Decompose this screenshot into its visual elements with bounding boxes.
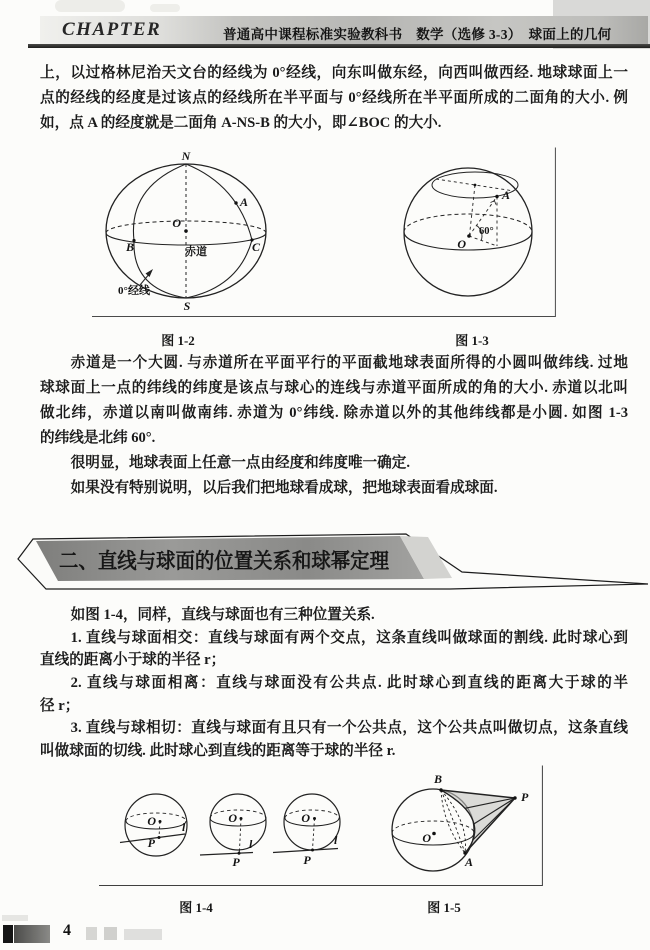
figure-1-5-cone: [392, 788, 517, 871]
fig14-label-p: P: [147, 836, 155, 850]
fig14-label-o: O: [228, 811, 237, 825]
footer-black-block: [3, 925, 13, 943]
fig15-label-a: A: [464, 855, 474, 869]
text-line: 如果没有特别说明，以后我们把地球看成球，把地球表面看成球面.: [70, 480, 498, 496]
scan-smudge: [86, 927, 97, 940]
text-line: 2. 直线与球面相离：直线与球面没有公共点. 此时球心到直线的距离大于球的半: [70, 675, 628, 692]
text-line: 球球面上一点的纬线的纬度是该点与球心的连线与赤道平面所成的角的大小. 赤道以北叫: [40, 380, 628, 396]
fig15-label-p: P: [521, 790, 529, 804]
text-line: 叫做球面的切线. 此时球心到直线的距离等于球的半径 r.: [40, 743, 396, 760]
fig12-label-a: A: [240, 195, 249, 209]
footer-gray-bar: [14, 925, 50, 943]
text-line: 的纬线是北纬 60°.: [40, 430, 156, 446]
fig13-label-angle: 60°: [479, 226, 494, 237]
meridian-right: [186, 164, 252, 298]
fig12-label-c: C: [251, 240, 261, 254]
figure-box-top: [86, 147, 556, 317]
fig12-label-equator: 赤道: [185, 246, 207, 258]
text-line: 径 r；: [40, 697, 80, 714]
fig14-label-l: l: [249, 837, 253, 851]
fig13-label-a: A: [502, 188, 511, 202]
fig12-label-b: B: [125, 240, 135, 254]
text-line: 1. 直线与球面相交：直线与球面有两个交点，这条直线叫做球面的割线. 此时球心到: [70, 629, 628, 646]
fig12-label-meridian: 0°经线: [118, 285, 150, 297]
text-line: 直线的距离小于球的半径 r；: [40, 652, 226, 669]
text-line: 做北纬，赤道以南叫做南纬. 赤道为 0°纬线. 除赤道以外的其他纬线都是小圆. 如图 1-3: [40, 405, 628, 421]
text-line: 3. 直线与球相切：直线与球面有且只有一个公共点，这个公共点叫做切点，这条直线: [70, 720, 628, 737]
arrowhead: [146, 269, 154, 277]
fig12-label-o: O: [172, 216, 181, 230]
scan-smudge: [104, 927, 117, 940]
sphere-outline: [404, 168, 532, 296]
header-rule: [28, 44, 650, 48]
fig14-label-p: P: [303, 853, 311, 867]
point-dots: [132, 201, 253, 242]
fig13-label-o: O: [457, 237, 466, 251]
paragraph-line-sphere: [40, 604, 628, 763]
figure-caption: 图 1-5: [427, 900, 461, 915]
text-line: 如图 1-4，同样，直线与球面也有三种位置关系.: [70, 607, 375, 623]
fig15-label-b: B: [433, 772, 443, 786]
figure-1-2-globe: [106, 164, 266, 298]
scan-smudge: [150, 4, 180, 12]
scan-smudge: [55, 0, 125, 12]
line-l: [200, 853, 253, 856]
text-line: 赤道是一个大圆. 与赤道所在平面平行的平面截地球表面所得的小圆叫做纬线. 过地: [70, 355, 628, 371]
section-banner: [14, 528, 650, 592]
fig14-label-o: O: [147, 814, 156, 828]
figure-caption: 图 1-2: [161, 333, 195, 348]
text-line: 很明显，地球表面上任意一点由经度和纬度唯一确定.: [70, 455, 410, 471]
fig14-label-o: O: [301, 811, 310, 825]
fig14-label-p: P: [232, 855, 240, 869]
fig14-label-l: l: [182, 820, 186, 834]
text-line: 上，以过格林尼治天文台的经线为 0°经线，向东叫做东经，向西叫做西经. 地球球面上一: [40, 65, 628, 81]
chapter-label: CHAPTER: [62, 19, 162, 40]
paragraph-longitude: [40, 61, 628, 136]
scan-smudge: [124, 929, 162, 940]
book-title: 普通高中课程标准实验教科书 数学（选修 3-3） 球面上的几何: [223, 27, 612, 42]
fig12-label-s: S: [183, 299, 191, 313]
figure-1-3-globe: [404, 168, 532, 296]
equator-back: [392, 821, 474, 833]
page-number: 4: [63, 922, 71, 939]
figure-box-bottom: [95, 765, 543, 886]
scan-smudge: [2, 915, 28, 921]
fig14-label-l: l: [334, 833, 338, 847]
text-line: 点的经线的经度是过该点的经线所在半平面与 0°经线所在半平面所成的二面角的大小. 例: [40, 90, 628, 106]
meridian-left: [133, 164, 186, 298]
figure-caption: 图 1-3: [455, 333, 489, 348]
figure-caption: 图 1-4: [179, 900, 213, 915]
text-line: 如，点 A 的经度就是二面角 A-NS-B 的大小，即∠BOC 的大小.: [40, 115, 442, 131]
fig15-label-o: O: [422, 831, 431, 845]
paragraph-latitude: [40, 351, 628, 501]
equator-back: [404, 214, 532, 232]
section-title: 二、直线与球面的位置关系和球幂定理: [59, 550, 416, 573]
fig12-label-n: N: [181, 149, 191, 163]
